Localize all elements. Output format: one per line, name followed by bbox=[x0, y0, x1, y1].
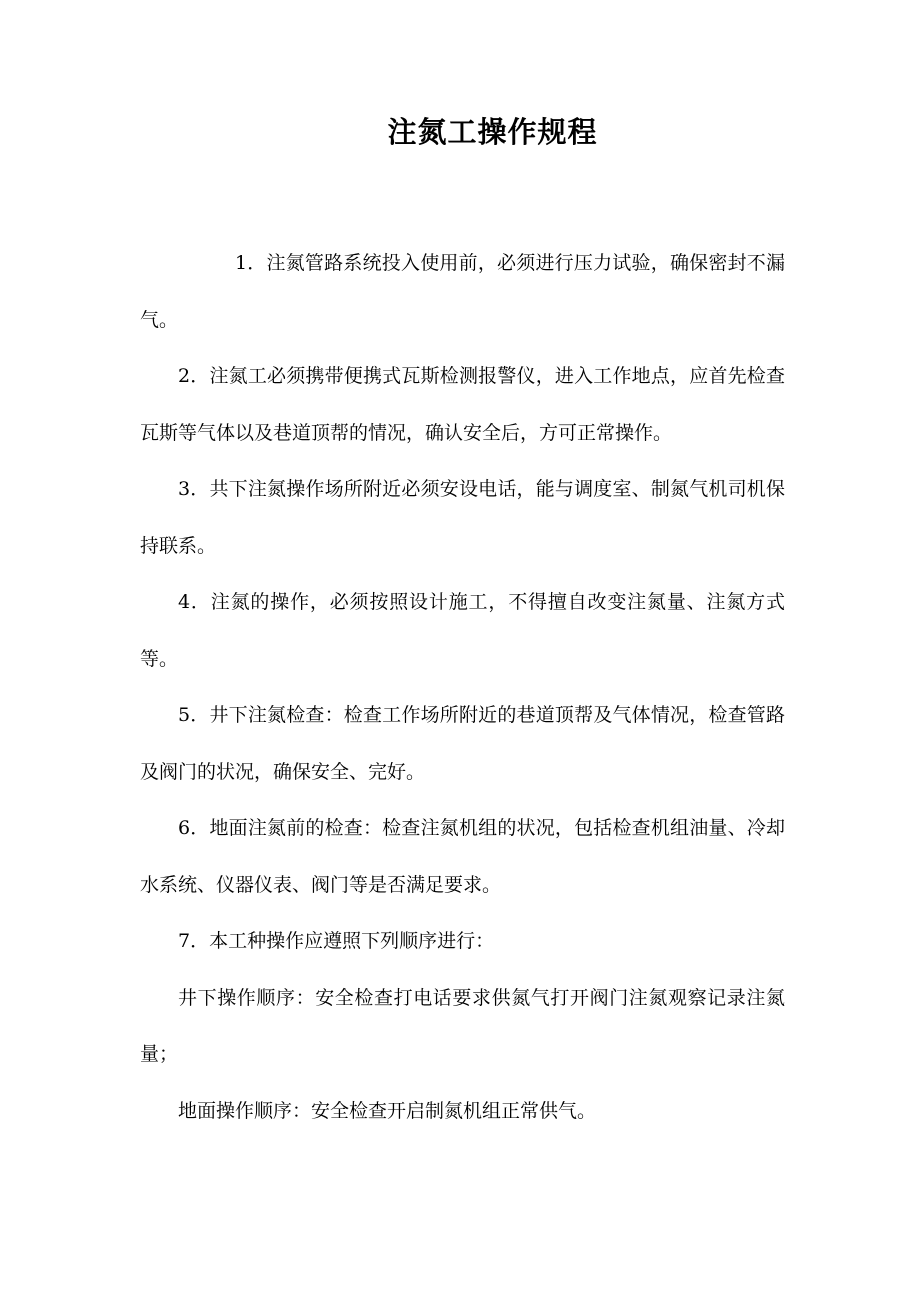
document-title: 注氮工操作规程 bbox=[387, 115, 598, 149]
paragraph-6: 6．地面注氮前的检查：检查注氮机组的状况，包括检查机组油量、冷却水系统、仪器仪表、阀门等是否满足要求。 bbox=[140, 817, 785, 896]
procedure-surface: 地面操作顺序：安全检查开启制氮机组正常供气。 bbox=[178, 1099, 597, 1122]
document-body bbox=[140, 235, 785, 1139]
paragraph-1: 1．注氮管路系统投入使用前，必须进行压力试验，确保密封不漏气。 bbox=[140, 252, 785, 331]
paragraph-3: 3．共下注氮操作场所附近必须安设电话，能与调度室、制氮气机司机保持联系。 bbox=[140, 478, 785, 557]
paragraph-2: 2．注氮工必须携带便携式瓦斯检测报警仪，进入工作地点，应首先检查瓦斯等气体以及巷道顶帮的情况，确认安全后，方可正常操作。 bbox=[140, 365, 785, 444]
paragraph-7: 7．本工种操作应遵照下列顺序进行： bbox=[178, 930, 495, 952]
procedure-underground: 井下操作顺序：安全检查打电话要求供氮气打开阀门注氮观察记录注氮量； bbox=[140, 986, 785, 1065]
paragraph-5: 5．井下注氮检查：检查工作场所附近的巷道顶帮及气体情况，检查管路及阀门的状况，确保安全、完好。 bbox=[140, 704, 785, 783]
paragraph-4: 4．注氮的操作，必须按照设计施工，不得擅自改变注氮量、注氮方式等。 bbox=[140, 591, 785, 670]
